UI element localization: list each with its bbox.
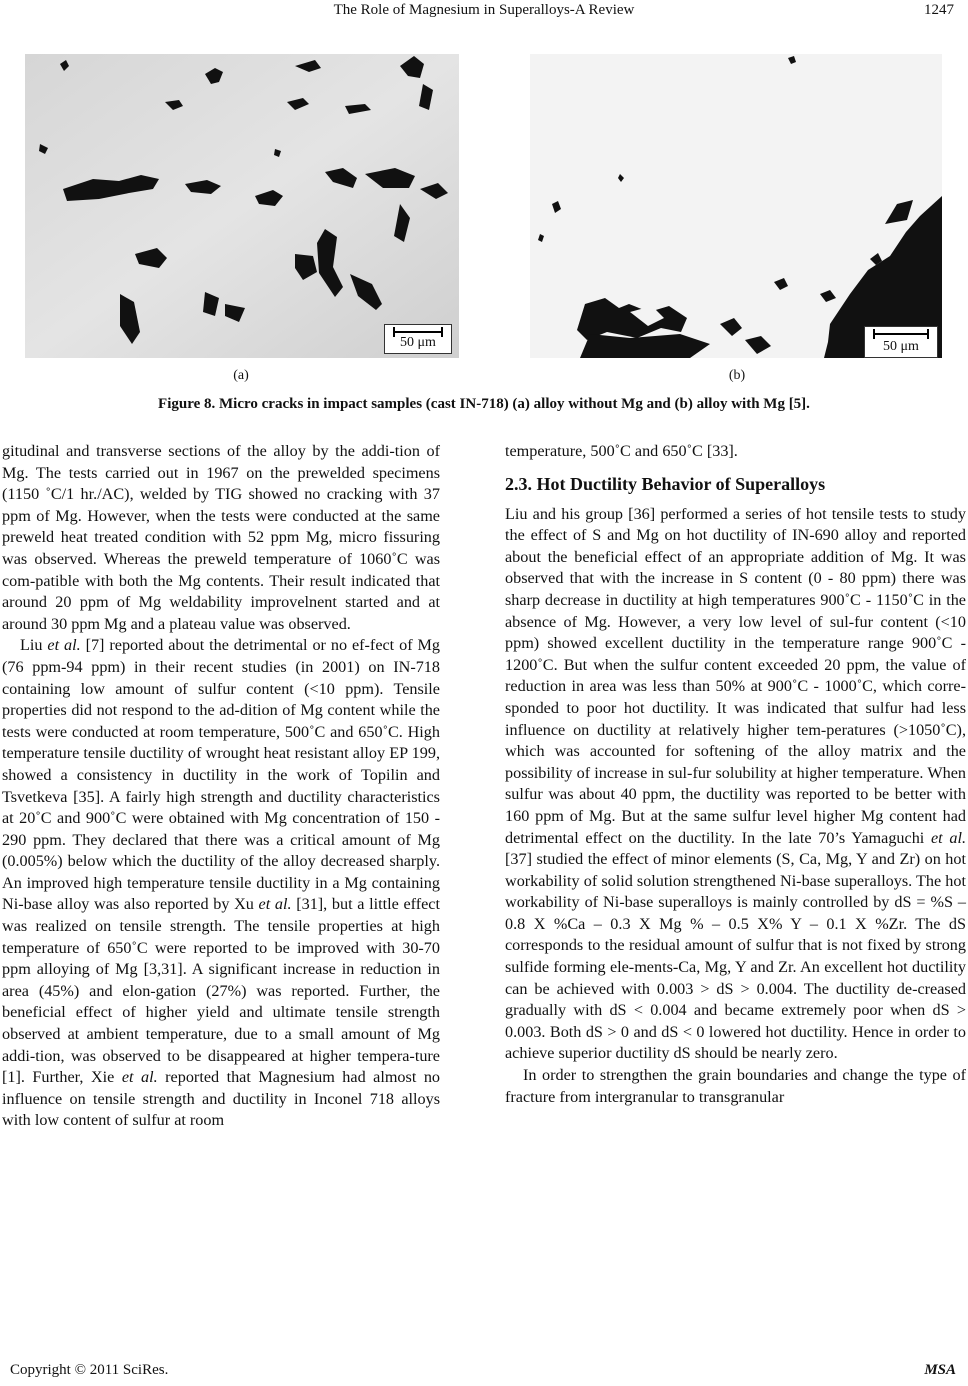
panel-b-label: (b) (728, 368, 746, 383)
panel-a-label: (a) (233, 368, 249, 383)
scale-bar-b-label: 50 μm (883, 339, 919, 354)
page-number: 1247 (924, 2, 954, 18)
right-column (505, 441, 966, 1108)
left-paragraph-2: Liu et al. [7] reported about the detrimental or no ef-fect of Mg (76 ppm-94 ppm) in their recent studies (in 2001) on IN-718 containing low amount of sulfur content (<10 ppm). Tensile properties did not respond to the ad-dition of Mg content while the tests were conducted at room temperature, 500˚C and 650˚C. High temperature tensile ductility of wrought heat resistant alloy EP 199, showed a consistency in ductility in the work of Topilin and Tsvetkeva [35]. A fairly high strength and ductility characteristics at 20˚C and 900˚C were obtained with Mg concentration of 150 - 290 ppm. They declared that there was a critical amount of Mg (0.005%) below which the ductility of the alloy decreased sharply. An improved high temperature tensile ductility in a Mg containing Ni-base alloy was also reported by Xu et al. [31], but a little effect was realized on tensile strength. The tensile properties at high temperature of 650˚C were reported to be improved with 30-70 ppm alloying of Mg [3,31]. A significant increase in reduction in area (45%) and elon-gation (27%) was reported. Further, the beneficial effect of higher yield and ultimate tensile strength observed at ambient temperature, due to a small amount of Mg addi-tion, was observed to be disappeared at higher tempera-ture [1]. Further, Xie et al. reported that Magnesium had almost no influence on tensile strength and ductility in Inconel 718 alloys with low content of sulfur at room (2, 636, 441, 1130)
micrograph-a-image (25, 54, 459, 358)
right-paragraph-2: Liu and his group [36] performed a series of hot tensile tests to study the effect of S and Mg on hot ductility of IN-690 alloy and reported about the beneficial effect of an appropriate addition of Mg. It was observed that with the increase in S content (0 - 80 ppm) there was sharp decrease in ductility at high temperatures 900˚C - 1150˚C in the absence of Mg. However, a very low level of sul-fur content (<10 ppm) showed excellent ductility in the temperature range 900˚C - 1200˚C. But when the sulfur content exceeded 20 ppm, the value of reduction in area was less than 50% at 900˚C - 1000˚C, which corre-sponded to poor hot ductility. It was indicated that sulfur had less influence on ductility at relatively higher tem-peratures (>1050˚C), which was accounted for softening of the alloy matrix and the possibility of increase in sul-fur solubility at higher temperature. When sulfur was about 40 ppm, the ductility was reported to be better with 160 ppm of Mg. But at the same sulfur level higher Mg content had detrimental effect on the ductility. In the late 70’s Yamaguchi et al. [37] studied the effect of minor elements (S, Ca, Mg, Y and Zr) on hot workability of solid solution strengthened Ni-base superalloys. The hot workability of Ni-base superalloys is mainly controlled by dS = %S – 0.8 X %Ca – 0.3 X Mg % – 0.5 X% Y – 0.1 X %Zr. The dS corresponds to the residual amount of sulfur that is not fixed by strong sulfide forming ele-ments-Ca, Mg, Y and Zr. An excellent hot ductility can be achieved with 0.003 > dS > 0.004. The ductility de-creased gradually with dS < 0.004 and became extremely poor when dS > 0.003. Both dS > 0 and dS < 0 lowered hot ductility. Hence in order to achieve superior ductility dS should be nearly zero. (505, 504, 966, 1063)
right-paragraph-3: In order to strengthen the grain boundaries and change the type of fracture from intergranular to transgranular (505, 1066, 966, 1106)
micrograph-a (25, 54, 459, 358)
left-paragraph-1: gitudinal and transverse sections of the alloy by the addi-tion of Mg. The tests carried out in 1967 on the prewelded specimens (1150 ˚C/1 hr./AC), welded by TIG showed no cracking with 37 ppm of Mg. However, when the tests were conducted at the same preweld heat treated condition with 52 ppm Mg, micro fissuring was observed. Whereas the preweld temperature of 1060˚C was com-patible with both the Mg contents. Their result indicated that around 20 ppm of Mg weldability improvelnent started and at around 30 ppm Mg and a plateau value was observed. (2, 442, 440, 633)
copyright: Copyright © 2011 SciRes. (10, 1362, 169, 1378)
page-header (0, 0, 968, 30)
micrograph-b (530, 54, 942, 358)
running-title: The Role of Magnesium in Superalloys-A Review (333, 2, 635, 18)
scale-bar-a (384, 324, 452, 354)
figure-caption: Figure 8. Micro cracks in impact samples (cast IN-718) (a) alloy without Mg and (b) alloy with Mg [5]. (158, 396, 810, 412)
journal-abbrev: MSA (924, 1362, 956, 1378)
scale-bar-a-label: 50 μm (400, 335, 436, 350)
scale-bar-b (864, 326, 938, 358)
left-column (2, 441, 440, 1132)
right-paragraph-1: temperature, 500˚C and 650˚C [33]. (505, 442, 738, 460)
section-heading: 2.3. Hot Ductility Behavior of Superalloys (505, 473, 826, 494)
micrograph-b-image (530, 54, 942, 358)
